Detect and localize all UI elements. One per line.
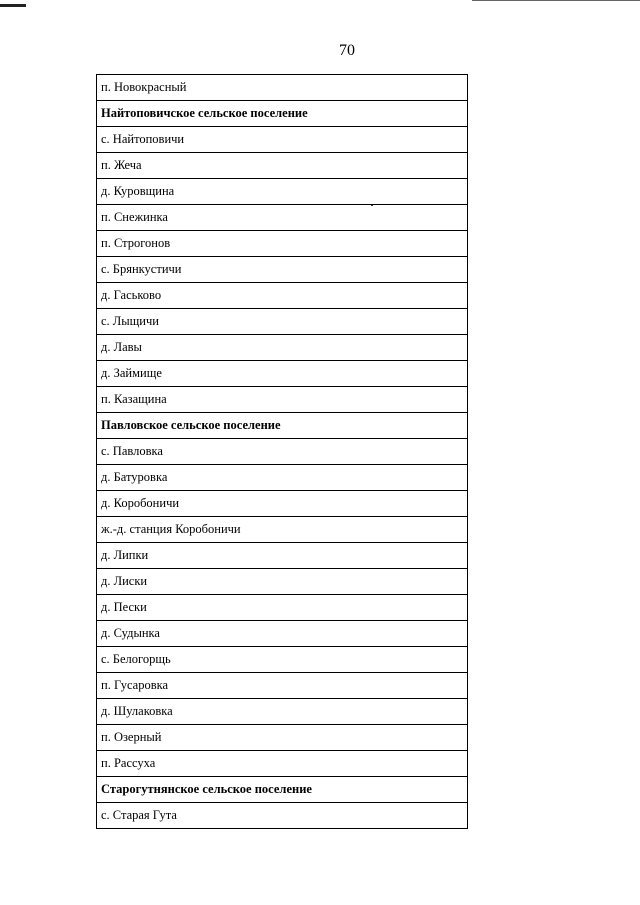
settlement-name-cell: д. Лавы (97, 335, 468, 361)
page-number: 70 (339, 42, 355, 59)
settlement-name-cell: п. Жеча (97, 153, 468, 179)
settlement-row (97, 543, 468, 569)
settlement-name-cell: д. Куровщина (97, 179, 468, 205)
settlement-row (97, 569, 468, 595)
section-heading-row (97, 777, 468, 803)
settlement-row (97, 153, 468, 179)
settlement-row (97, 621, 468, 647)
settlement-name-cell: ж.-д. станция Коробоничи (97, 517, 468, 543)
settlement-row (97, 699, 468, 725)
settlement-name-cell: д. Липки (97, 543, 468, 569)
settlement-row (97, 465, 468, 491)
section-heading-cell: Найтоповичское сельское поселение (97, 101, 468, 127)
settlements-table (96, 74, 468, 829)
settlement-name-cell: с. Лыщичи (97, 309, 468, 335)
settlement-row (97, 283, 468, 309)
settlement-row (97, 335, 468, 361)
settlement-name-cell: п. Гусаровка (97, 673, 468, 699)
settlement-row (97, 127, 468, 153)
settlement-row (97, 517, 468, 543)
settlement-row (97, 595, 468, 621)
settlement-row (97, 751, 468, 777)
settlement-name-cell: с. Павловка (97, 439, 468, 465)
settlement-row (97, 257, 468, 283)
settlement-row (97, 491, 468, 517)
section-heading-cell: Старогутнянское сельское поселение (97, 777, 468, 803)
settlement-row (97, 205, 468, 231)
settlement-name-cell: с. Брянкустичи (97, 257, 468, 283)
settlement-name-cell: д. Гаськово (97, 283, 468, 309)
settlements-table-body (97, 75, 468, 829)
section-heading-cell: Павловское сельское поселение (97, 413, 468, 439)
settlement-name-cell: с. Найтоповичи (97, 127, 468, 153)
settlement-row (97, 725, 468, 751)
settlement-name-cell: п. Строгонов (97, 231, 468, 257)
settlement-name-cell: п. Рассуха (97, 751, 468, 777)
settlement-row (97, 309, 468, 335)
settlement-name-cell: д. Шулаковка (97, 699, 468, 725)
settlement-row (97, 439, 468, 465)
settlement-name-cell: д. Коробоничи (97, 491, 468, 517)
settlement-row (97, 387, 468, 413)
settlement-name-cell: д. Судынка (97, 621, 468, 647)
settlement-name-cell: д. Займище (97, 361, 468, 387)
settlement-row (97, 75, 468, 101)
settlement-row (97, 647, 468, 673)
settlement-name-cell: д. Пески (97, 595, 468, 621)
settlement-name-cell: п. Новокрасный (97, 75, 468, 101)
settlement-name-cell: д. Батуровка (97, 465, 468, 491)
section-heading-row (97, 101, 468, 127)
settlement-name-cell: п. Озерный (97, 725, 468, 751)
settlement-row (97, 803, 468, 829)
settlement-name-cell: с. Старая Гута (97, 803, 468, 829)
settlement-name-cell: п. Казащина (97, 387, 468, 413)
section-heading-row (97, 413, 468, 439)
scan-artifact-line-left (0, 4, 26, 7)
settlement-name-cell: п. Снежинка (97, 205, 468, 231)
settlement-name-cell: с. Белогорщь (97, 647, 468, 673)
settlement-name-cell: д. Лиски (97, 569, 468, 595)
scan-artifact-line-right (472, 0, 640, 1)
settlement-row (97, 673, 468, 699)
settlement-row (97, 231, 468, 257)
settlement-row (97, 179, 468, 205)
settlement-row (97, 361, 468, 387)
